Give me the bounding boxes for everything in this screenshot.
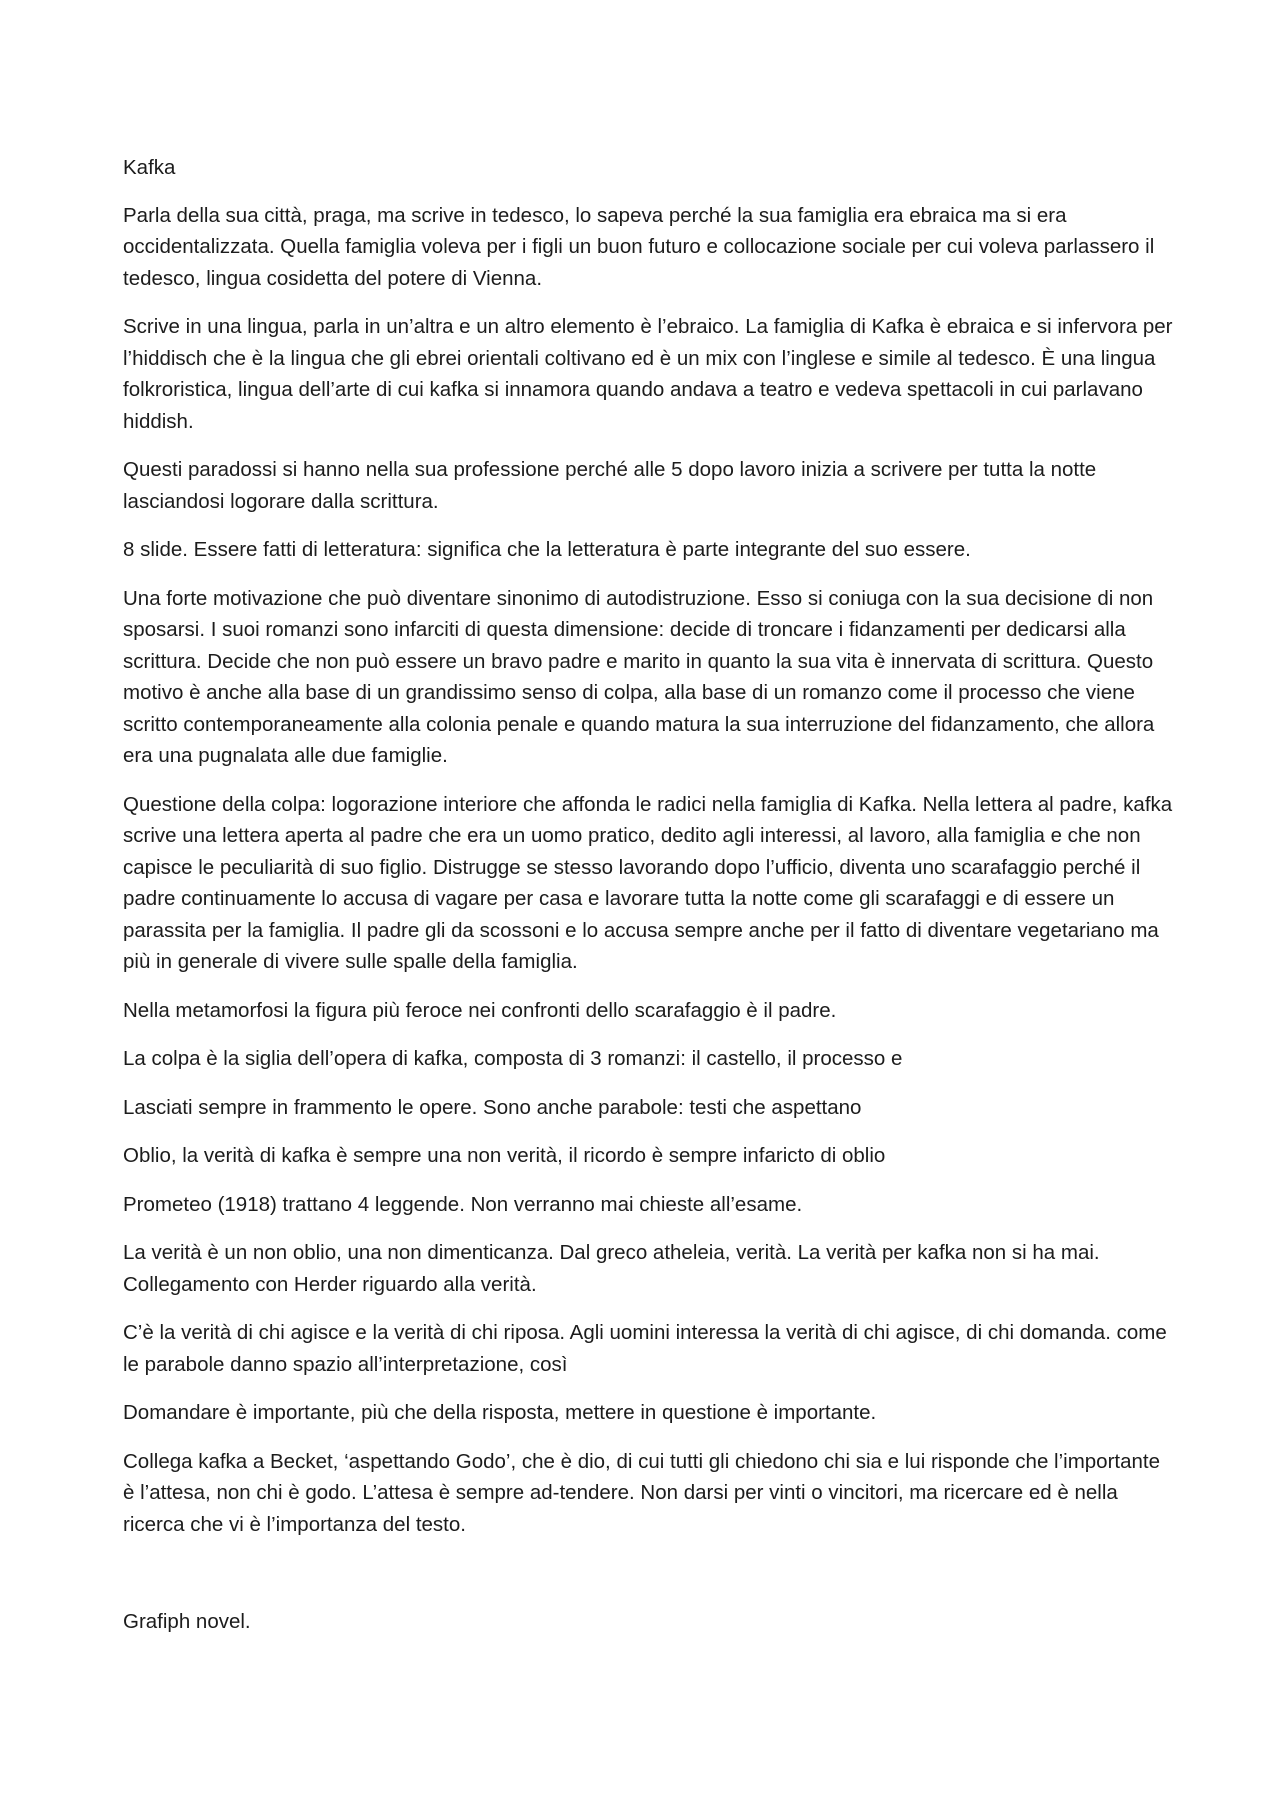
paragraph: Una forte motivazione che può diventare sinonimo di autodistruzione. Esso si coniuga con la sua decisione di non sposarsi. I suoi romanzi sono infarciti di questa dimensione: decide di troncare i fidanzamenti per dedicarsi alla scrittura. Decide che non può essere un bravo padre e marito in quanto la sua vita è innervata di scrittura. Questo motivo è anche alla base di un grandissimo senso di colpa, alla base di un romanzo come il processo che viene scritto contemporaneamente alla colonia penale e quando matura la sua interruzione del fidanzamento, che allora era una pugnalata alle due famiglie. xyxy=(123,586,1155,767)
paragraph: Lasciati sempre in frammento le opere. Sono anche parabole: testi che aspettano xyxy=(123,1095,862,1119)
paragraph: Nella metamorfosi la figura più feroce nei confronti dello scarafaggio è il padre. xyxy=(123,998,837,1022)
paragraph: Parla della sua città, praga, ma scrive in tedesco, lo sapeva perché la sua famiglia era ebraica ma si era occidentalizzata. Quella famiglia voleva per i figli un buon futuro e collocazione sociale per cui voleva parlassero il tedesco, lingua cosidetta del potere di Vienna. xyxy=(123,203,1155,290)
closing-line: Grafiph novel. xyxy=(123,1609,251,1633)
blank-line xyxy=(123,1557,1173,1589)
document-title: Kafka xyxy=(123,156,176,179)
paragraph: La verità è un non oblio, una non dimenticanza. Dal greco atheleia, verità. La verità per kafka non si ha mai. Collegamento con Herder riguardo alla verità. xyxy=(123,1241,1100,1296)
paragraph: Questione della colpa: logorazione interiore che affonda le radici nella famiglia di Kafka. Nella lettera al padre, kafka scrive una lettera aperta al padre che era un uomo pratico, dedito agli interessi, al lavoro, alla famiglia e che non capisce le peculiarità di suo figlio. Distrugge se stesso lavorando dopo l’ufficio, diventa uno scarafaggio perché il padre continuamente lo accusa di vagare per casa e lavorare tutta la notte come gli scarafaggi e di essere un parassita per la famiglia. Il padre gli da scossoni e lo accusa sempre anche per il fatto di diventare vegetariano ma più in generale di vivere sulle spalle della famiglia. xyxy=(123,792,1173,973)
paragraph: Scrive in una lingua, parla in un’altra e un altro elemento è l’ebraico. La famiglia di Kafka è ebraica e si infervora per l’hiddisch che è la lingua che gli ebrei orientali coltivano ed è un mix con l’inglese e simile al tedesco. È una lingua folkroristica, lingua dell’arte di cui kafka si innamora quando andava a teatro e vedeva spettacoli in cui parlavano hiddish. xyxy=(123,315,1173,433)
paragraph: La colpa è la siglia dell’opera di kafka, composta di 3 romanzi: il castello, il processo e xyxy=(123,1047,903,1070)
paragraph: Oblio, la verità di kafka è sempre una non verità, il ricordo è sempre infaricto di oblio xyxy=(123,1144,886,1167)
paragraph: C’è la verità di chi agisce e la verità di chi riposa. Agli uomini interessa la verità di chi agisce, di chi domanda. come le parabole danno spazio all’interpretazione, così xyxy=(123,1321,1167,1376)
paragraph: Collega kafka a Becket, ‘aspettando Godo’, che è dio, di cui tutti gli chiedono chi sia e lui risponde che l’importante è l’attesa, non chi è godo. L’attesa è sempre ad-tendere. Non darsi per vinti o vincitori, ma ricercare ed è nella ricerca che vi è l’importanza del testo. xyxy=(123,1449,1161,1536)
paragraph: Questi paradossi si hanno nella sua professione perché alle 5 dopo lavoro inizia a scrivere per tutta la notte lasciandosi logorare dalla scrittura. xyxy=(123,458,1097,513)
paragraph: Prometeo (1918) trattano 4 leggende. Non verranno mai chieste all’esame. xyxy=(123,1192,803,1216)
document-body xyxy=(123,152,1173,1654)
paragraph: Domandare è importante, più che della risposta, mettere in questione è importante. xyxy=(123,1401,877,1424)
paragraph: 8 slide. Essere fatti di letteratura: significa che la letteratura è parte integrante del suo essere. xyxy=(123,538,971,561)
